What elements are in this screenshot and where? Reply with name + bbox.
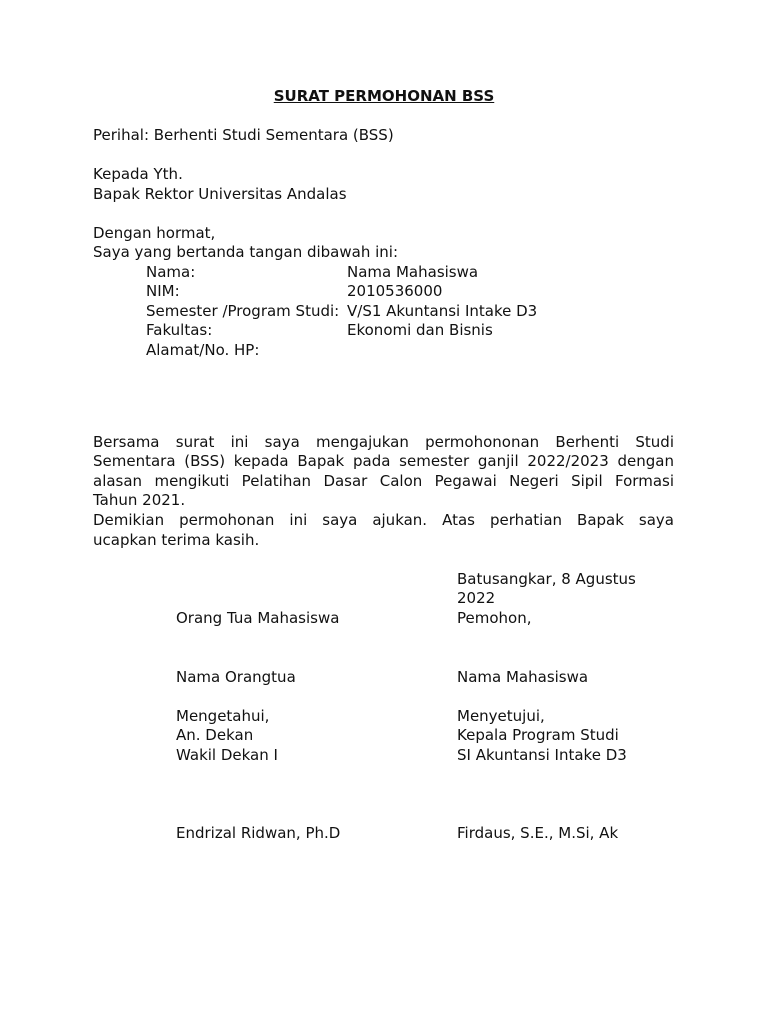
field-value-fakultas: Ekonomi dan Bisnis bbox=[347, 321, 493, 339]
field-label-nama: Nama: bbox=[146, 263, 196, 281]
parent-name: Nama Orangtua bbox=[176, 668, 296, 686]
intro-line: Saya yang bertanda tangan dibawah ini: bbox=[93, 243, 398, 261]
program-head-name: Firdaus, S.E., M.Si, Ak bbox=[457, 824, 619, 842]
greeting: Dengan hormat, bbox=[93, 224, 216, 242]
field-label-alamat: Alamat/No. HP: bbox=[146, 341, 260, 359]
field-value-nama: Nama Mahasiswa bbox=[347, 263, 479, 281]
place-date-year: 2022 bbox=[457, 589, 496, 607]
head-program-line: Kepala Program Studi bbox=[457, 726, 619, 744]
closing-line: ucapkan terima kasih. bbox=[93, 531, 260, 549]
approved-label: Menyetujui, bbox=[457, 707, 545, 725]
field-value-semester: V/S1 Akuntansi Intake D3 bbox=[347, 302, 538, 320]
place-date: Batusangkar, 8 Agustus bbox=[457, 570, 636, 588]
vice-dean-line: Wakil Dekan I bbox=[176, 746, 278, 764]
field-label-nim: NIM: bbox=[146, 282, 180, 300]
field-label-fakultas: Fakultas: bbox=[146, 321, 213, 339]
applicant-role: Pemohon, bbox=[457, 609, 532, 627]
letter-title: SURAT PERMOHONAN BSS bbox=[273, 87, 495, 105]
field-label-semester: Semester /Program Studi: bbox=[146, 302, 340, 320]
applicant-name: Nama Mahasiswa bbox=[457, 668, 589, 686]
recipient-name: Bapak Rektor Universitas Andalas bbox=[93, 185, 347, 203]
body-line: Sementara (BSS) kepada Bapak pada semester ganjil 2022/2023 dengan bbox=[93, 452, 674, 470]
field-value-nim: 2010536000 bbox=[347, 282, 443, 300]
vice-dean-name: Endrizal Ridwan, Ph.D bbox=[176, 824, 341, 842]
acknowledged-label: Mengetahui, bbox=[176, 707, 270, 725]
subject-line: Perihal: Berhenti Studi Sementara (BSS) bbox=[93, 126, 394, 144]
recipient-salutation: Kepada Yth. bbox=[93, 165, 183, 183]
dean-line: An. Dekan bbox=[176, 726, 254, 744]
closing-line: Demikian permohonan ini saya ajukan. Atas perhatian Bapak saya bbox=[93, 511, 674, 529]
parent-role: Orang Tua Mahasiswa bbox=[176, 609, 340, 627]
body-line: Bersama surat ini saya mengajukan permohononan Berhenti Studi bbox=[93, 433, 674, 451]
program-name-line: SI Akuntansi Intake D3 bbox=[457, 746, 627, 764]
body-line: Tahun 2021. bbox=[93, 491, 186, 509]
body-line: alasan mengikuti Pelatihan Dasar Calon Pegawai Negeri Sipil Formasi bbox=[93, 472, 674, 490]
